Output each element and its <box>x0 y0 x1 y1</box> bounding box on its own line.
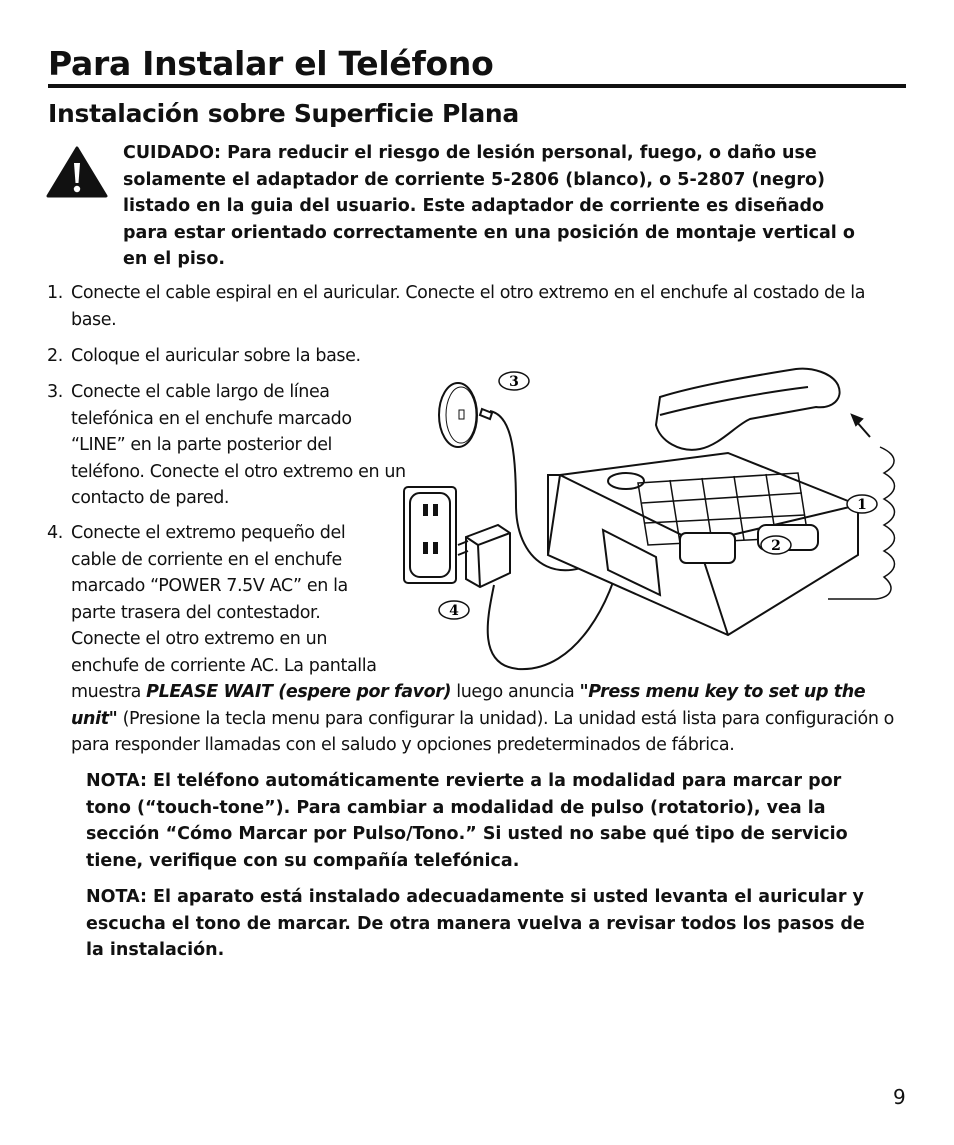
text-fragment: luego anuncia <box>451 682 580 702</box>
step-text: Conecte el cable largo de línea telefónica en el enchufe marcado “LINE” en la parte posterior del teléfono. Conecte el otro extremo en un contacto de pared. <box>71 382 406 508</box>
title-rule <box>48 84 906 88</box>
step-3 <box>47 379 406 512</box>
step-4-continued <box>71 679 916 759</box>
step-number: 1. <box>47 283 63 303</box>
step-text: Conecte el cable espiral en el auricular. Conecte el otro extremo en el enchufe al costado de la base. <box>71 283 866 330</box>
step-text: Conecte el extremo pequeño del cable de corriente en el enchufe marcado “POWER 7.5V AC” en la parte trasera del contestador. Conecte el otro extremo en un enchufe de corriente AC. La pantalla <box>71 523 377 676</box>
step-number: 2. <box>47 346 63 366</box>
section-subtitle: Instalación sobre Superficie Plana <box>48 99 519 128</box>
step-number: 3. <box>47 382 63 402</box>
step-2 <box>47 343 411 370</box>
step-4 <box>47 520 391 679</box>
callout-label: 3 <box>509 374 519 390</box>
step-text: Coloque el auricular sobre la base. <box>71 346 361 366</box>
wall-jack-plate <box>439 383 477 447</box>
callout-3 <box>499 372 529 390</box>
caution-text: CUIDADO: Para reducir el riesgo de lesión personal, fuego, o daño use solamente el adaptador de corriente 5-2806 (blanco), o 5-2807 (negro) listado en la guia del usuario. Este adaptador de corriente es diseñado para estar orientado correctamente en una posición de montaje vertical o en el piso. <box>123 143 855 269</box>
warning-icon <box>46 146 108 198</box>
callout-label: 4 <box>449 603 459 619</box>
step-number: 4. <box>47 523 63 543</box>
power-outlet <box>404 487 456 583</box>
display-message: PLEASE WAIT (espere por favor) <box>146 682 452 702</box>
callout-4 <box>439 601 469 619</box>
voice-prompt: "Press menu key to set up the unit" <box>71 682 866 729</box>
callout-2 <box>761 536 791 554</box>
page-title: Para Instalar el Teléfono <box>48 44 494 83</box>
installation-illustration <box>398 365 910 675</box>
note-dial-tone: NOTA: El aparato está instalado adecuadamente si usted levanta el auricular y escucha el tono de marcar. De otra manera vuelva a revisar todos los pasos de la instalación. <box>86 887 865 960</box>
callout-label: 1 <box>857 497 867 513</box>
page-number: 9 <box>893 1085 906 1109</box>
text-fragment: (Presione la tecla menu para configurar la unidad). La unidad está lista para configuración o para responder llamadas con el saludo y opciones predeterminados de fábrica. <box>71 708 894 755</box>
step-1 <box>47 280 909 333</box>
note-tone-mode: NOTA: El teléfono automáticamente revierte a la modalidad para marcar por tono (“touch-tone”). Para cambiar a modalidad de pulso (rotatorio), vea la sección “Cómo Marcar por Pulso/Tono.” Si usted no sabe qué tipo de servicio tiene, verifique con su compañía telefónica. <box>86 771 848 871</box>
callout-1 <box>847 495 877 513</box>
callout-label: 2 <box>771 538 781 554</box>
text-fragment: muestra <box>71 682 147 702</box>
ac-adapter <box>466 525 510 587</box>
